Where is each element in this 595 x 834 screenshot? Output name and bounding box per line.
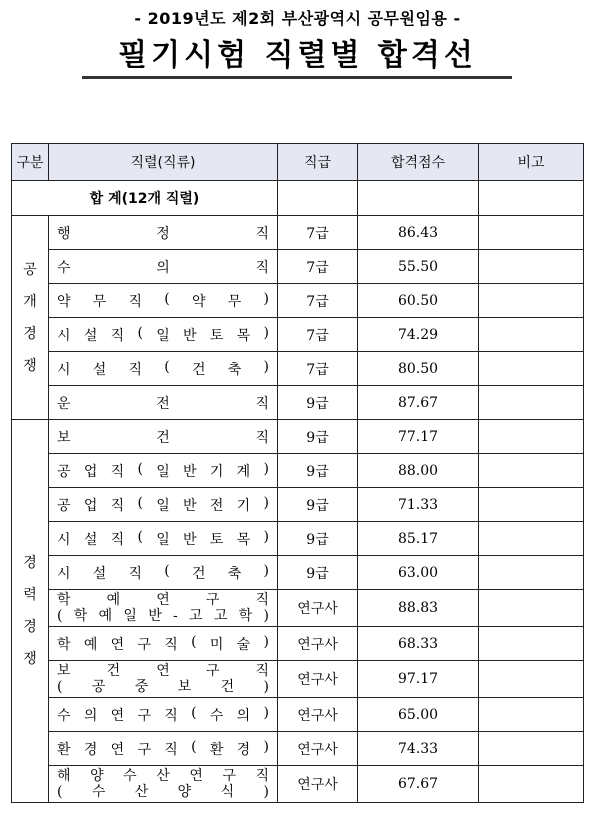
position-name-cell — [49, 627, 278, 661]
position-name-cell — [49, 522, 278, 556]
score-cell: 67.67 — [358, 766, 479, 803]
position-name-cell — [49, 420, 278, 454]
table-row — [12, 766, 584, 803]
grade-cell: 9급 — [278, 556, 358, 590]
col-header-category: 구분 — [12, 144, 49, 181]
score-cell: 71.33 — [358, 488, 479, 522]
table-row — [12, 732, 584, 766]
grade-cell: 7급 — [278, 318, 358, 352]
note-cell — [479, 454, 584, 488]
score-cell: 63.00 — [358, 556, 479, 590]
position-name-cell — [49, 318, 278, 352]
position-name-line: 보 건 연 구 직 — [57, 663, 269, 679]
total-label: 합 계(12개 직렬) — [12, 181, 278, 216]
score-cell: 60.50 — [358, 284, 479, 318]
document-subtitle: - 2019년도 제2회 부산광역시 공무원임용 - — [134, 9, 461, 28]
title-underline — [82, 76, 512, 79]
position-name-line: 약 무 직 ( 약 무 ) — [57, 290, 269, 310]
note-cell — [479, 556, 584, 590]
position-name-cell — [49, 766, 278, 803]
position-name-cell — [49, 732, 278, 766]
header-row — [12, 144, 584, 181]
position-name-cell — [49, 216, 278, 250]
position-name-cell — [49, 284, 278, 318]
table-row — [12, 488, 584, 522]
grade-cell: 7급 — [278, 216, 358, 250]
score-cell: 74.29 — [358, 318, 479, 352]
score-cell: 85.17 — [358, 522, 479, 556]
note-cell — [479, 284, 584, 318]
category-char: 력 — [23, 587, 37, 603]
note-cell — [479, 352, 584, 386]
position-name-line: 환 경 연 구 직 ( 환 경 ) — [57, 738, 269, 758]
grade-cell: 9급 — [278, 454, 358, 488]
table-row — [12, 556, 584, 590]
table-row — [12, 420, 584, 454]
position-name-line: 공 업 직 ( 일 반 기 계 ) — [57, 460, 269, 480]
grade-cell: 9급 — [278, 420, 358, 454]
col-header-note: 비고 — [479, 144, 584, 181]
note-cell — [479, 732, 584, 766]
group-category-cell — [12, 420, 49, 803]
grade-cell: 7급 — [278, 250, 358, 284]
position-name-line: 수 의 직 — [57, 259, 269, 276]
position-name-cell — [49, 556, 278, 590]
col-header-position: 직렬(직류) — [49, 144, 278, 181]
total-grade-cell — [278, 181, 358, 216]
category-char: 개 — [23, 293, 37, 310]
score-cell: 80.50 — [358, 352, 479, 386]
position-name-line: 시 설 직 ( 일 반 토 목 ) — [57, 324, 269, 344]
position-name-cell — [49, 250, 278, 284]
table-row — [12, 318, 584, 352]
grade-cell: 연구사 — [278, 732, 358, 766]
position-name-cell — [49, 590, 278, 627]
position-name-line: 학 예 연 구 직 ( 미 술 ) — [57, 633, 269, 653]
score-cell: 77.17 — [358, 420, 479, 454]
score-cell: 97.17 — [358, 661, 479, 698]
table-row — [12, 454, 584, 488]
note-cell — [479, 420, 584, 454]
note-cell — [479, 488, 584, 522]
position-name-cell — [49, 352, 278, 386]
table-row — [12, 698, 584, 732]
grade-cell: 9급 — [278, 522, 358, 556]
position-name-line: ( 학 예 일 반 - 고 고 학 ) — [57, 608, 269, 624]
category-char: 공 — [23, 261, 37, 278]
score-cell: 68.33 — [358, 627, 479, 661]
table-row — [12, 352, 584, 386]
total-score-cell — [358, 181, 479, 216]
category-char: 쟁 — [23, 357, 37, 374]
grade-cell: 9급 — [278, 488, 358, 522]
pass-score-table — [11, 143, 584, 803]
group-category-cell — [12, 216, 49, 420]
table-row — [12, 250, 584, 284]
position-name-line: 해 양 수 산 연 구 직 — [57, 768, 269, 784]
total-note-cell — [479, 181, 584, 216]
table-row — [12, 386, 584, 420]
position-name-line: ( 공 중 보 건 ) — [57, 679, 269, 695]
grade-cell: 7급 — [278, 352, 358, 386]
note-cell — [479, 250, 584, 284]
table-row — [12, 284, 584, 318]
category-char: 경 — [23, 619, 37, 635]
position-name-line: 학 예 연 구 직 — [57, 592, 269, 608]
col-header-score: 합격점수 — [358, 144, 479, 181]
note-cell — [479, 661, 584, 698]
position-name-line: 보 건 직 — [57, 429, 269, 446]
col-header-grade: 직급 — [278, 144, 358, 181]
grade-cell: 7급 — [278, 284, 358, 318]
category-char: 쟁 — [23, 651, 37, 667]
position-name-line: 공 업 직 ( 일 반 전 기 ) — [57, 494, 269, 514]
position-name-line: ( 수 산 양 식 ) — [57, 784, 269, 800]
position-name-line: 행 정 직 — [57, 225, 269, 242]
score-cell: 88.83 — [358, 590, 479, 627]
note-cell — [479, 766, 584, 803]
position-name-cell — [49, 488, 278, 522]
grade-cell: 9급 — [278, 386, 358, 420]
position-name-cell — [49, 661, 278, 698]
score-cell: 86.43 — [358, 216, 479, 250]
total-row — [12, 181, 584, 216]
grade-cell: 연구사 — [278, 766, 358, 803]
note-cell — [479, 522, 584, 556]
score-cell: 55.50 — [358, 250, 479, 284]
position-name-cell — [49, 698, 278, 732]
score-cell: 88.00 — [358, 454, 479, 488]
grade-cell: 연구사 — [278, 698, 358, 732]
note-cell — [479, 386, 584, 420]
grade-cell: 연구사 — [278, 590, 358, 627]
document-title: 필기시험 직렬별 합격선 — [118, 38, 477, 73]
category-char: 경 — [23, 555, 37, 571]
position-name-line: 운 전 직 — [57, 395, 269, 412]
position-name-cell — [49, 386, 278, 420]
position-name-line: 시 설 직 ( 건 축 ) — [57, 358, 269, 378]
position-name-line: 시 설 직 ( 건 축 ) — [57, 562, 269, 582]
table-row — [12, 216, 584, 250]
table-row — [12, 661, 584, 698]
category-char: 경 — [23, 325, 37, 342]
note-cell — [479, 216, 584, 250]
note-cell — [479, 318, 584, 352]
table-row — [12, 627, 584, 661]
table-row — [12, 590, 584, 627]
position-name-line: 시 설 직 ( 일 반 토 목 ) — [57, 528, 269, 548]
score-cell: 74.33 — [358, 732, 479, 766]
table-row — [12, 522, 584, 556]
position-name-line: 수 의 연 구 직 ( 수 의 ) — [57, 704, 269, 724]
note-cell — [479, 698, 584, 732]
position-name-cell — [49, 454, 278, 488]
note-cell — [479, 627, 584, 661]
grade-cell: 연구사 — [278, 661, 358, 698]
score-cell: 65.00 — [358, 698, 479, 732]
grade-cell: 연구사 — [278, 627, 358, 661]
score-cell: 87.67 — [358, 386, 479, 420]
note-cell — [479, 590, 584, 627]
